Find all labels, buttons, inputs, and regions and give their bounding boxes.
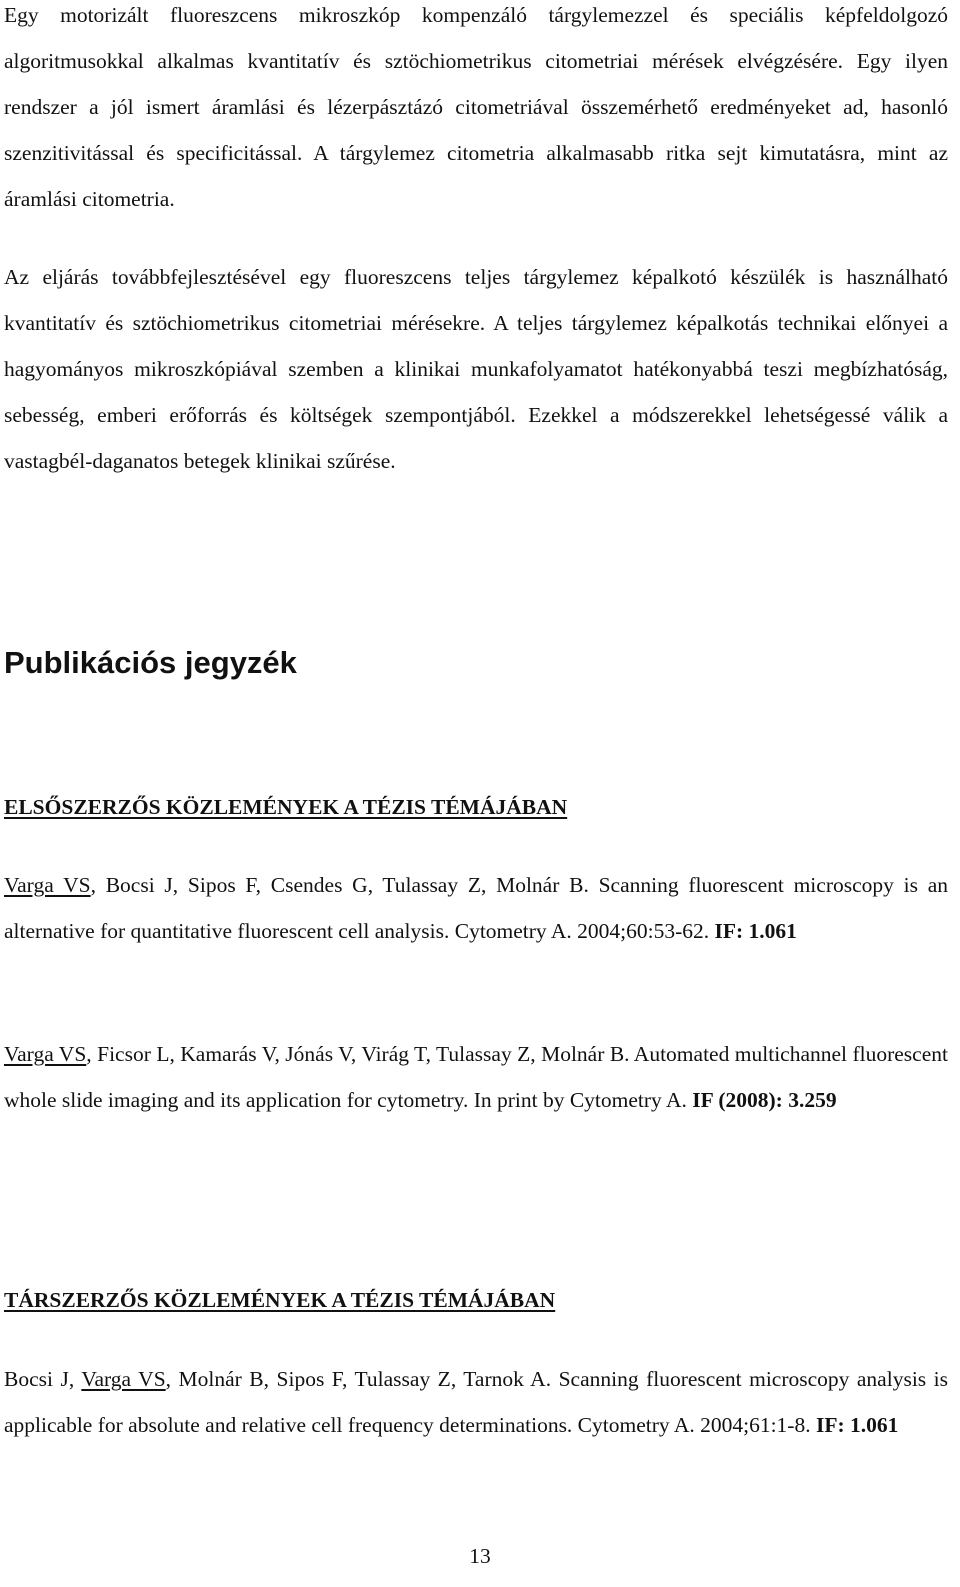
citation-text: , Bocsi J, Sipos F, Csendes G, Tulassay Z, Molnár B. Scanning fluorescent microscopy is an alternative for quantitative fluorescent cell analysis. Cytometry A. 2004;60:53-62. — [4, 873, 948, 943]
impact-factor: IF (2008): 3.259 — [692, 1088, 837, 1112]
citation-text: , Ficsor L, Kamarás V, Jónás V, Virág T, Tulassay Z, Molnár B. Automated multichannel fluorescent whole slide imaging and its application for cytometry. In print by Cytometry A. — [4, 1042, 948, 1112]
citation-text: , Molnár B, Sipos F, Tulassay Z, Tarnok A. Scanning fluorescent microscopy analysis is applicable for absolute and relative cell frequency determinations. Cytometry A. 2004;61:1-8. — [4, 1367, 948, 1437]
impact-factor: IF: 1.061 — [714, 919, 797, 943]
page-number: 13 — [469, 1544, 491, 1568]
highlighted-author: Varga VS — [4, 873, 91, 897]
intro-paragraph-1: Egy motorizált fluoreszcens mikroszkóp kompenzáló tárgylemezzel és speciális képfeldolgozó algoritmusokkal alkalmas kvantitatív és sztöchiometrikus citometriai mérések elvégzésére. Egy ilyen rendszer a jól ismert áramlási és lézerpásztázó citometriával összemérhető eredményeket ad, hasonló szenzitivitással és specificitással. A tárgylemez citometria alkalmasabb ritka sejt kimutatásra, mint az áramlási citometria. — [4, 3, 948, 211]
highlighted-author: Varga VS — [4, 1042, 87, 1066]
intro-paragraph-2: Az eljárás továbbfejlesztésével egy fluoreszcens teljes tárgylemez képalkotó készülék is használható kvantitatív és sztöchiometrikus citometriai mérésekre. A teljes tárgylemez képalkotás technikai előnyei a hagyományos mikroszkópiával szemben a klinikai munkafolyamatot hatékonyabbá teszi megbízhatóság, sebesség, emberi erőforrás és költségek szempontjából. Ezekkel a módszerekkel lehetségessé válik a vastagbél-daganatos betegek klinikai szűrése. — [4, 265, 948, 473]
coauthor-section-heading: TÁRSZERZŐS KÖZLEMÉNYEK A TÉZIS TÉMÁJÁBAN — [4, 1288, 556, 1312]
highlighted-author: Varga VS — [81, 1367, 166, 1391]
impact-factor: IF: 1.061 — [815, 1413, 899, 1437]
publication-list-title: Publikációs jegyzék — [4, 645, 297, 680]
publication-entry — [4, 862, 948, 954]
first-author-section-heading: ELSŐSZERZŐS KÖZLEMÉNYEK A TÉZIS TÉMÁJÁBAN — [4, 795, 568, 819]
citation-authors-before: Bocsi J, — [4, 1367, 82, 1391]
publication-entry — [4, 1031, 948, 1123]
publication-entry — [4, 1356, 948, 1448]
